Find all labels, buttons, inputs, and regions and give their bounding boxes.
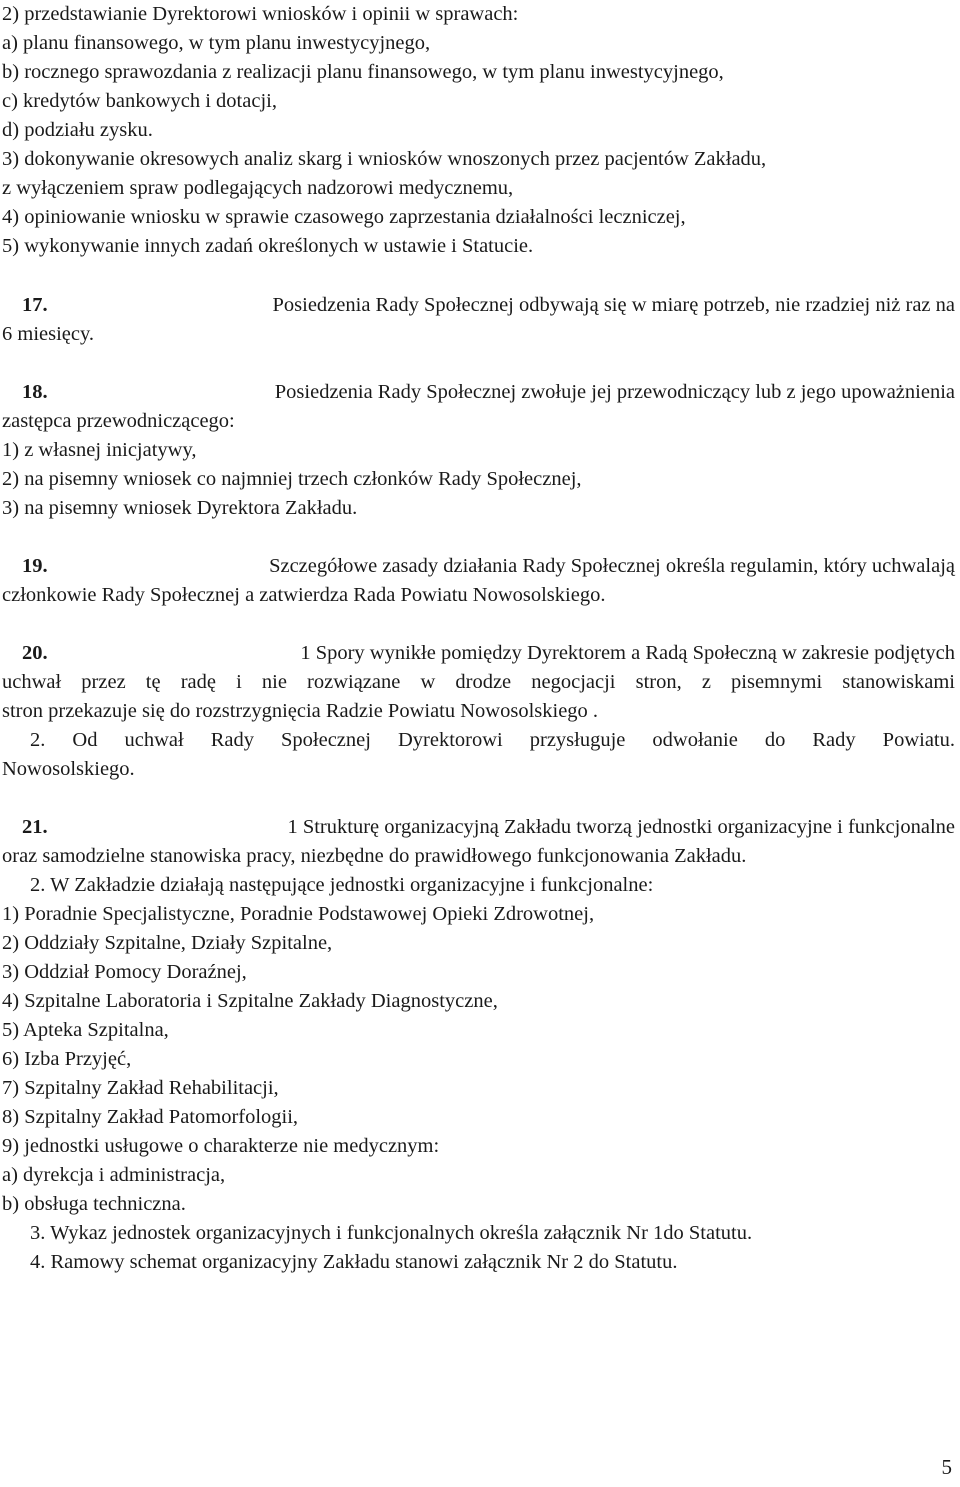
- text-line: 4) opiniowanie wniosku w sprawie czasowego zaprzestania działalności leczniczej,: [2, 206, 686, 228]
- text-line: 4. Ramowy schemat organizacyjny Zakładu stanowi załącznik Nr 2 do Statutu.: [30, 1251, 678, 1273]
- text-line: 1 Spory wynikłe pomiędzy Dyrektorem a Radą Społeczną w zakresie podjętych: [300, 642, 955, 664]
- list-item: 5) Apteka Szpitalna,: [2, 1019, 169, 1041]
- section-number: 19.: [22, 555, 48, 577]
- list-item: 2) Oddziały Szpitalne, Działy Szpitalne,: [2, 932, 333, 954]
- text-line: 1) z własnej inicjatywy,: [2, 439, 197, 461]
- list-item: 3) Oddział Pomocy Doraźnej,: [2, 961, 247, 983]
- section-number: 18.: [22, 381, 48, 403]
- list-item: 4) Szpitalne Laboratoria i Szpitalne Zakłady Diagnostyczne,: [2, 990, 498, 1012]
- text-line: uchwał przez tę radę i nie rozwiązane w drodze negocjacji stron, z pisemnymi stanowiskami: [2, 671, 955, 693]
- text-line: z wyłączeniem spraw podlegających nadzorowi medycznemu,: [2, 177, 514, 199]
- text-line: Nowosolskiego.: [2, 758, 135, 780]
- text-line: zastępca przewodniczącego:: [2, 410, 235, 432]
- text-line: c) kredytów bankowych i dotacji,: [2, 90, 277, 112]
- section-17-line-1: [2, 293, 955, 317]
- section-18-line-1: [2, 380, 955, 404]
- list-item: a) dyrekcja i administracja,: [2, 1164, 226, 1186]
- section-number: 17.: [22, 294, 48, 316]
- text-line: b) rocznego sprawozdania z realizacji planu finansowego, w tym planu inwestycyjnego,: [2, 61, 724, 83]
- text-line: Posiedzenia Rady Społecznej odbywają się w miarę potrzeb, nie rzadziej niż raz na: [272, 294, 955, 316]
- list-item: 7) Szpitalny Zakład Rehabilitacji,: [2, 1077, 279, 1099]
- list-item: 9) jednostki usługowe o charakterze nie medycznym:: [2, 1135, 440, 1157]
- text-line: członkowie Rady Społecznej a zatwierdza Rada Powiatu Nowosolskiego.: [2, 584, 606, 606]
- section-19-line-1: [2, 554, 955, 578]
- text-line: 1 Strukturę organizacyjną Zakładu tworzą jednostki organizacyjne i funkcjonalne: [287, 816, 955, 838]
- text-line: 2) na pisemny wniosek co najmniej trzech członków Rady Społecznej,: [2, 468, 582, 490]
- section-number: 21.: [22, 816, 48, 838]
- section-21-line-1: [2, 815, 955, 839]
- text-line: d) podziału zysku.: [2, 119, 153, 141]
- text-line: a) planu finansowego, w tym planu inwestycyjnego,: [2, 32, 431, 54]
- list-item: b) obsługa techniczna.: [2, 1193, 186, 1215]
- text-line: 2. Od uchwał Rady Społecznej Dyrektorowi przysługuje odwołanie do Rady Powiatu.: [30, 729, 955, 751]
- list-item: 1) Poradnie Specjalistyczne, Poradnie Podstawowej Opieki Zdrowotnej,: [2, 903, 595, 925]
- section-20-line-1: [2, 641, 955, 665]
- list-item: 6) Izba Przyjęć,: [2, 1048, 132, 1070]
- page-number: 5: [941, 1455, 952, 1479]
- text-line: 3) dokonywanie okresowych analiz skarg i wniosków wnoszonych przez pacjentów Zakładu,: [2, 148, 767, 170]
- section-number: 20.: [22, 642, 48, 664]
- text-line: 5) wykonywanie innych zadań określonych w ustawie i Statucie.: [2, 235, 534, 257]
- text-line: oraz samodzielne stanowiska pracy, niezbędne do prawidłowego funkcjonowania Zakładu.: [2, 845, 747, 867]
- text-line: Szczegółowe zasady działania Rady Społecznej określa regulamin, który uchwalają: [269, 555, 955, 577]
- text-line: 2) przedstawianie Dyrektorowi wniosków i opinii w sprawach:: [2, 3, 519, 25]
- text-line: Posiedzenia Rady Społecznej zwołuje jej przewodniczący lub z jego upoważnienia: [274, 381, 955, 403]
- text-line: 2. W Zakładzie działają następujące jednostki organizacyjne i funkcjonalne:: [30, 874, 654, 896]
- text-line: stron przekazuje się do rozstrzygnięcia Radzie Powiatu Nowosolskiego .: [2, 700, 599, 722]
- list-item: 8) Szpitalny Zakład Patomorfologii,: [2, 1106, 299, 1128]
- text-line: 3. Wykaz jednostek organizacyjnych i funkcjonalnych określa załącznik Nr 1do Statutu.: [30, 1222, 753, 1244]
- text-line: 6 miesięcy.: [2, 323, 95, 345]
- text-line: 3) na pisemny wniosek Dyrektora Zakładu.: [2, 497, 358, 519]
